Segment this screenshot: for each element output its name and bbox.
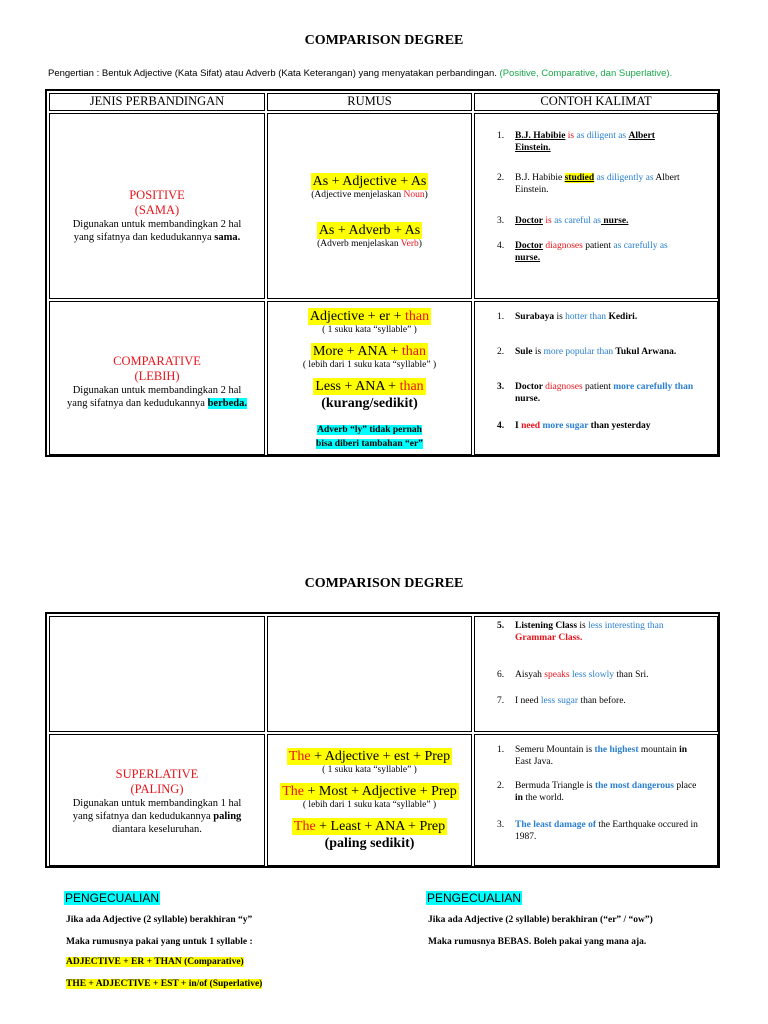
positive-note-1-red: Noun [403, 190, 425, 200]
positive-desc-1: Digunakan untuk membandingkan 2 hal [72, 219, 242, 230]
list-item-number: 3. [497, 820, 505, 830]
comparative-examples-cell [474, 301, 718, 455]
list-item-text: the Earthquake occured in [596, 820, 698, 830]
list-item [485, 172, 709, 196]
list-item-text: the highest [594, 745, 639, 755]
header-contoh: CONTOH KALIMAT [474, 93, 718, 111]
list-item-text: I need [515, 696, 541, 706]
list-item-text: than yesterday [588, 421, 651, 431]
list-item-text: Doctor [515, 382, 546, 392]
exception-left-line-3: ADJECTIVE + ER + THAN (Comparative) [66, 957, 244, 967]
superlative-note-1: ( 1 suku kata “syllable” ) [322, 765, 417, 775]
list-item-text: less slowly [569, 670, 614, 680]
list-item-text: Tukul Arwana. [613, 347, 677, 357]
superlative-examples-cell [474, 734, 718, 866]
superlative-desc-2: yang sifatnya dan kedudukannya [72, 811, 214, 822]
positive-name-sub: (SAMA) [134, 203, 180, 217]
comparative-category-cell [49, 301, 265, 455]
list-item-text: studied [564, 173, 595, 183]
list-item-text: is [554, 312, 566, 322]
comparative-formula-more [311, 343, 428, 360]
list-item-text: nurse. [515, 253, 541, 263]
list-item-text: more carefully than [613, 382, 694, 392]
list-item-number: 3. [497, 382, 505, 392]
positive-desc-bold: sama. [214, 232, 241, 243]
list-item-number: 6. [497, 670, 505, 680]
list-item [485, 215, 709, 227]
list-item-text: place [673, 781, 697, 791]
list-item-text: Albert [653, 173, 680, 183]
intro-green: (Positive, Comparative, dan Superlative). [499, 68, 673, 79]
list-item-text: than Sri. [613, 670, 649, 680]
superlative-formula-least-sub: (paling sedikit) [324, 836, 415, 851]
header-rumus: RUMUS [267, 93, 472, 111]
page-title-2: COMPARISON DEGREE [304, 576, 464, 591]
positive-note-2: (Adverb menjelaskan [317, 239, 401, 249]
list-item-text: is [532, 347, 544, 357]
list-item-number: 7. [497, 696, 505, 706]
comparative-desc-2: yang sifatnya dan kedudukannya [67, 398, 205, 409]
list-item-number: 5. [497, 621, 505, 631]
list-item [485, 780, 709, 804]
intro-text [48, 68, 672, 79]
formula-part: More + ANA + [312, 344, 402, 359]
exception-title-right: PENGECUALIAN [427, 891, 522, 905]
list-item-text: East Java. [515, 757, 553, 767]
list-item-text: nurse. [515, 394, 541, 404]
positive-note-2-post: ) [418, 239, 422, 249]
list-item-number: 2. [497, 347, 505, 357]
list-item-text: nurse. [601, 216, 629, 226]
list-item-text: Doctor [515, 241, 543, 251]
superlative-formula-cell [267, 734, 472, 866]
list-item-text: as careful as [554, 216, 602, 226]
list-item [485, 819, 709, 843]
empty-cell-2 [267, 616, 472, 732]
list-item-text: Listening Class [515, 621, 578, 631]
superlative-category-cell [49, 734, 265, 866]
positive-formula-adjective: As + Adjective + As [312, 174, 427, 189]
exception-right-line-1: Jika ada Adjective (2 syllable) berakhiran (“er” / “ow”) [428, 915, 653, 925]
positive-examples-cell [474, 113, 718, 299]
list-item [485, 695, 709, 707]
comparative-formula-less [313, 378, 425, 395]
intro-main: Pengertian : Bentuk Adjective (Kata Sifat) atau Adverb (Kata Keterangan) yang menyatakan perbandingan. [48, 68, 497, 79]
list-item-text: the most dangerous [594, 781, 674, 791]
positive-name: POSITIVE [129, 188, 185, 202]
positive-category-cell [49, 113, 265, 299]
list-item-text: I [515, 421, 522, 431]
list-item-number: 2. [497, 781, 505, 791]
list-item-text: the world. [522, 793, 564, 803]
list-item-number: 4. [497, 241, 505, 251]
positive-note-2-red: Verb [400, 239, 419, 249]
list-item-text: Einstein. [515, 143, 551, 153]
list-item [485, 620, 709, 644]
list-item [485, 381, 709, 405]
formula-part: than [401, 344, 426, 359]
continued-examples-cell [474, 616, 718, 732]
comparative-desc-1: Digunakan untuk membandingkan 2 hal [72, 385, 242, 396]
superlative-desc-1: Digunakan untuk membandingkan 1 hal [72, 798, 242, 809]
list-item-text: patient [582, 241, 614, 251]
list-item [485, 346, 709, 358]
list-item-text: B.J. Habibie [515, 173, 565, 183]
superlative-desc-3: diantara keseluruhan. [112, 824, 202, 835]
list-item [485, 130, 709, 154]
list-item-text: as diligent as [576, 131, 627, 141]
superlative-name: SUPERLATIVE [115, 767, 199, 781]
list-item-text: need [521, 421, 541, 431]
list-item-text: 1987. [515, 832, 537, 842]
list-item-number: 1. [497, 131, 505, 141]
list-item-text: Kediri. [606, 312, 638, 322]
positive-note-1-post: ) [424, 190, 428, 200]
positive-desc-2: yang sifatnya dan kedudukannya [73, 232, 212, 243]
list-item-text: is [565, 131, 577, 141]
list-item [485, 744, 709, 768]
exception-left-line-4: THE + ADJECTIVE + EST + in/of (Superlative) [66, 979, 263, 989]
adverb-note-1: Adverb “ly” tidak pernah [317, 425, 422, 435]
list-item-text: mountain [638, 745, 680, 755]
list-item [485, 240, 709, 264]
comparative-desc-hl: berbeda. [207, 398, 247, 409]
exception-left-line-2: Maka rumusnya pakai yang untuk 1 syllable : [66, 937, 253, 947]
adverb-note-2: bisa diberi tambahan “er” [316, 439, 423, 449]
formula-part: than [404, 309, 430, 324]
formula-part: The [282, 784, 304, 799]
list-item-text: in [679, 745, 688, 755]
list-item-text: as carefully as [613, 241, 668, 251]
formula-part: + Least + ANA + Prep [315, 819, 446, 834]
superlative-name-sub: (PALING) [130, 782, 184, 796]
superlative-desc-bold: paling [213, 811, 242, 822]
list-item-number: 2. [497, 173, 505, 183]
positive-formula-cell [267, 113, 472, 299]
list-item-text: is [542, 216, 555, 226]
list-item-text: than before. [578, 696, 626, 706]
list-item-text: Albert [628, 131, 655, 141]
exception-left-line-1: Jika ada Adjective (2 syllable) berakhiran “y” [66, 915, 253, 925]
formula-part: than [399, 379, 424, 394]
positive-formula-adverb: As + Adverb + As [318, 223, 421, 238]
list-item-text: Sule [515, 347, 533, 357]
superlative-formula-most [280, 783, 459, 800]
empty-cell-1 [49, 616, 265, 732]
list-item-text: less sugar [540, 696, 579, 706]
page-title: COMPARISON DEGREE [304, 33, 464, 48]
superlative-formula-least [292, 818, 447, 835]
list-item-text: Surabaya [515, 312, 555, 322]
list-item-text: patient [582, 382, 614, 392]
list-item [485, 420, 709, 432]
list-item-text: Grammar Class. [515, 633, 583, 643]
header-jenis: JENIS PERBANDINGAN [49, 93, 265, 111]
formula-part: Adjective + er + [309, 309, 405, 324]
comparative-formula-cell [267, 301, 472, 455]
exception-title-left: PENGECUALIAN [65, 891, 160, 905]
superlative-note-2: ( lebih dari 1 suku kata “syllable” ) [302, 800, 437, 810]
superlative-formula-est [287, 748, 452, 765]
list-item-text: The least damage of [515, 820, 597, 830]
comparative-name-sub: (LEBIH) [134, 369, 180, 383]
list-item [485, 669, 709, 681]
list-item-text: as diligently as [594, 173, 654, 183]
list-item-number: 3. [497, 216, 505, 226]
list-item-text: Aisyah [515, 670, 545, 680]
list-item-text: more sugar [540, 421, 589, 431]
formula-part: + Most + Adjective + Prep [303, 784, 457, 799]
comparison-table [45, 89, 720, 457]
list-item [485, 311, 709, 323]
comparative-formula-less-sub: (kurang/sedikit) [321, 396, 418, 411]
formula-part: + Adjective + est + Prep [310, 749, 451, 764]
list-item-text: Einstein. [515, 185, 549, 195]
list-item-text: Semeru Mountain is [515, 745, 595, 755]
list-item-text: Bermuda Triangle is [515, 781, 595, 791]
list-item-text: is [577, 621, 589, 631]
list-item-text: speaks [544, 670, 570, 680]
list-item-number: 1. [497, 312, 505, 322]
comparative-name: COMPARATIVE [113, 354, 201, 368]
positive-note-1: (Adjective menjelaskan [311, 190, 404, 200]
list-item-text: in [515, 793, 523, 803]
superlative-table [45, 612, 720, 868]
list-item-text: less interesting than [588, 621, 664, 631]
list-item-number: 4. [497, 421, 505, 431]
list-item-number: 1. [497, 745, 505, 755]
list-item-text: B.J. Habibie [515, 131, 566, 141]
exception-right-line-2: Maka rumusnya BEBAS. Boleh pakai yang mana aja. [428, 937, 647, 947]
list-item-text: Doctor [515, 216, 543, 226]
comparative-note-1: ( 1 suku kata “syllable” ) [322, 325, 417, 335]
comparative-note-2: ( lebih dari 1 suku kata “syllable” ) [302, 360, 437, 370]
formula-part: The [293, 819, 316, 834]
list-item-text: more popular than [543, 347, 614, 357]
formula-part: Less + ANA + [315, 379, 400, 394]
list-item-text: diagnoses [545, 382, 583, 392]
comparative-formula-er [308, 308, 431, 325]
formula-part: The [288, 749, 311, 764]
list-item-text: hotter than [565, 312, 607, 322]
list-item-text: diagnoses [542, 241, 583, 251]
